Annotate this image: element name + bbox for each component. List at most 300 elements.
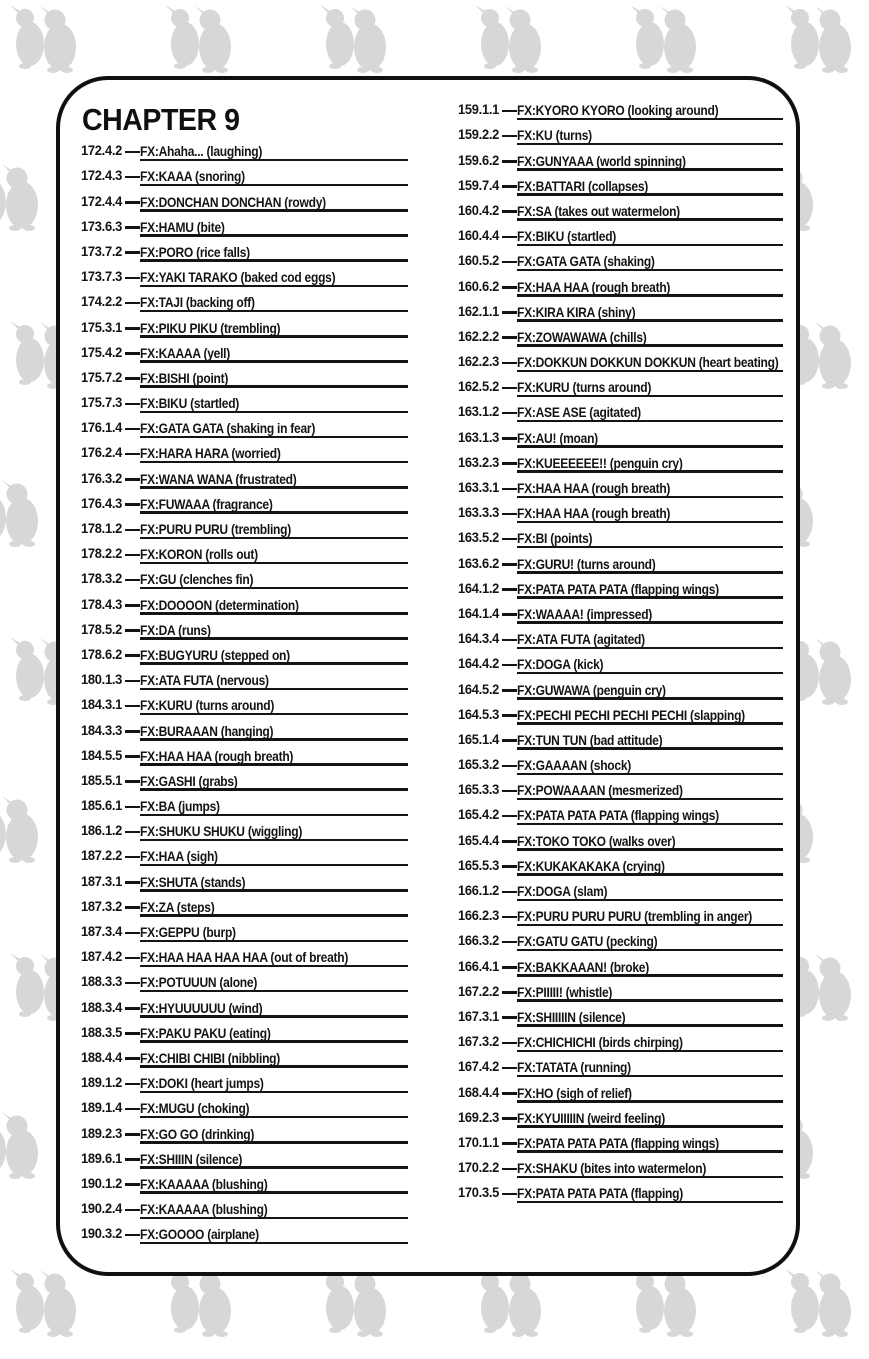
leader-dash: [502, 765, 517, 768]
page-panel-number: 167.3.2: [458, 1033, 500, 1050]
fx-text: FX:KAAAAA (blushing): [140, 1201, 268, 1218]
entry-underline: [517, 631, 783, 650]
fx-entry: [458, 373, 783, 398]
page-panel-number: 187.3.2: [81, 897, 123, 914]
entry-underline: [140, 470, 408, 489]
leader-dash: [502, 387, 517, 390]
fx-entry: [458, 96, 783, 121]
fx-entry: [458, 575, 783, 600]
fx-entry: [81, 1220, 408, 1245]
fx-entry: [81, 464, 408, 489]
fx-column-left: [81, 137, 408, 1245]
entry-underline: [140, 218, 408, 237]
fx-entry: [81, 666, 408, 691]
page-panel-number: 164.5.3: [458, 705, 500, 722]
fx-text: FX:DOGA (slam): [517, 883, 608, 899]
fx-entry: [81, 288, 408, 313]
fx-text: FX:DA (runs): [140, 621, 211, 638]
entry-underline: [517, 530, 783, 549]
fx-text: FX:HARA HARA (worried): [140, 445, 281, 462]
fx-entry: [81, 313, 408, 338]
fx-text: FX:TATATA (running): [517, 1059, 631, 1076]
leader-dash: [502, 714, 517, 717]
fx-entry: [81, 389, 408, 414]
leader-dash: [125, 906, 140, 909]
fx-entry: [458, 549, 783, 574]
entry-underline: [140, 143, 408, 162]
leader-dash: [125, 1133, 140, 1136]
page-panel-number: 188.3.5: [81, 1023, 123, 1040]
fx-text: FX:HAA HAA HAA HAA (out of breath): [140, 949, 349, 966]
entry-underline: [517, 555, 783, 574]
leader-dash: [125, 1158, 140, 1161]
page-panel-number: 166.1.2: [458, 882, 500, 898]
leader-dash: [502, 538, 517, 541]
page-panel-number: 189.2.3: [81, 1124, 123, 1141]
page-panel-number: 172.4.2: [81, 142, 123, 159]
fx-text: FX:GURU! (turns around): [517, 555, 656, 572]
entry-underline: [517, 303, 783, 322]
page-panel-number: 189.1.2: [81, 1074, 123, 1091]
fx-text: FX:KU (turns): [517, 127, 592, 144]
page-panel-number: 169.2.3: [458, 1108, 500, 1125]
entry-underline: [517, 152, 783, 171]
leader-dash: [125, 1032, 140, 1035]
fx-text: FX:KURU (turns around): [517, 379, 652, 396]
page-panel-number: 178.3.2: [81, 570, 123, 587]
entry-underline: [140, 1075, 408, 1094]
entry-underline: [517, 454, 783, 473]
page-panel-number: 166.3.2: [458, 932, 500, 949]
fx-entry: [458, 348, 783, 373]
leader-dash: [502, 160, 517, 163]
entry-underline: [140, 521, 408, 540]
page-panel-number: 162.2.3: [458, 353, 500, 370]
page-panel-number: 178.6.2: [81, 645, 123, 662]
leader-dash: [125, 1183, 140, 1186]
leader-dash: [502, 462, 517, 465]
leader-dash: [125, 428, 140, 431]
fx-entry: [81, 540, 408, 565]
fx-entry: [81, 137, 408, 162]
fx-entry: [81, 490, 408, 515]
entry-underline: [517, 1034, 783, 1053]
fx-text: FX:GUNYAAA (world spinning): [517, 152, 686, 169]
page-panel-number: 178.4.3: [81, 595, 123, 612]
fx-text: FX:MUGU (choking): [140, 1100, 250, 1117]
fx-entry: [458, 298, 783, 323]
leader-dash: [125, 1057, 140, 1060]
page-panel-number: 190.2.4: [81, 1200, 123, 1217]
page-panel-number: 172.4.4: [81, 192, 123, 209]
leader-dash: [502, 613, 517, 616]
leader-dash: [125, 201, 140, 204]
entry-underline: [517, 354, 783, 373]
fx-entry: [458, 1129, 783, 1154]
fx-text: FX:GU (clenches fin): [140, 571, 254, 588]
leader-dash: [125, 831, 140, 834]
page-panel-number: 176.4.3: [81, 494, 123, 511]
fx-entry: [81, 565, 408, 590]
leader-dash: [125, 680, 140, 683]
entry-underline: [517, 253, 783, 272]
fx-text: FX:BISHI (point): [140, 369, 229, 386]
page-panel-number: 160.6.2: [458, 277, 500, 294]
fx-entry: [81, 792, 408, 817]
entry-underline: [517, 278, 783, 297]
page-panel-number: 173.7.3: [81, 268, 123, 285]
leader-dash: [502, 1067, 517, 1070]
fx-text: FX:HAA (sigh): [140, 848, 218, 865]
fx-entry: [458, 902, 783, 927]
fx-entry: [458, 323, 783, 348]
leader-dash: [502, 1117, 517, 1120]
fx-entry: [458, 1028, 783, 1053]
leader-dash: [502, 588, 517, 591]
fx-text: FX:PIIIII! (whistle): [517, 983, 613, 1000]
fx-text: FX:PATA PATA PATA (flapping wings): [517, 580, 719, 597]
page-panel-number: 165.1.4: [458, 730, 500, 747]
fx-text: FX:ZA (steps): [140, 898, 215, 915]
page-panel-number: 163.3.1: [458, 479, 500, 495]
entry-underline: [140, 1150, 408, 1169]
entry-underline: [140, 697, 408, 716]
fx-text: FX:Ahaha... (laughing): [140, 143, 263, 160]
fx-text: FX:BA (jumps): [140, 798, 220, 815]
fx-text: FX:AU! (moan): [517, 429, 598, 446]
fx-entry: [458, 978, 783, 1003]
leader-dash: [125, 226, 140, 229]
fx-text: FX:CHIBI CHIBI (nibbling): [140, 1049, 281, 1066]
fx-text: FX:KIRA KIRA (shiny): [517, 303, 636, 320]
fx-text: FX:POWAAAAN (mesmerized): [517, 782, 683, 799]
fx-entry: [81, 1195, 408, 1220]
page-panel-number: 188.3.3: [81, 973, 123, 990]
entry-underline: [140, 168, 408, 187]
fx-text: FX:ASE ASE (agitated): [517, 404, 641, 421]
fx-text: FX:SHIIIN (silence): [140, 1150, 243, 1167]
leader-dash: [125, 654, 140, 657]
entry-underline: [140, 747, 408, 766]
fx-entry: [458, 801, 783, 826]
fx-text: FX:GATA GATA (shaking): [517, 253, 655, 270]
leader-dash: [125, 705, 140, 708]
page-panel-number: 163.5.2: [458, 529, 500, 546]
entry-underline: [140, 672, 408, 691]
leader-dash: [502, 941, 517, 944]
entry-underline: [140, 924, 408, 943]
entry-underline: [140, 294, 408, 313]
entry-underline: [140, 949, 408, 968]
fx-entry: [458, 222, 783, 247]
fx-entry: [81, 590, 408, 615]
page-panel-number: 167.4.2: [458, 1058, 500, 1075]
fx-text: FX:POTUUUN (alone): [140, 974, 258, 991]
page-panel-number: 188.3.4: [81, 998, 123, 1015]
fx-text: FX:ZOWAWAWA (chills): [517, 328, 647, 345]
fx-entry: [81, 1094, 408, 1119]
page-panel-number: 159.7.4: [458, 176, 500, 193]
page-panel-number: 159.1.1: [458, 101, 500, 118]
fx-text: FX:TAJI (backing off): [140, 294, 255, 311]
leader-dash: [502, 1092, 517, 1095]
leader-dash: [502, 891, 517, 894]
entry-underline: [517, 228, 783, 247]
page-panel-number: 185.6.1: [81, 797, 123, 814]
page-panel-number: 164.5.2: [458, 680, 500, 697]
fx-entry: [458, 1154, 783, 1179]
entry-underline: [517, 404, 783, 423]
fx-text: FX:KAAAA (yell): [140, 344, 231, 361]
entry-underline: [517, 505, 783, 524]
entry-underline: [517, 782, 783, 801]
fx-entry: [81, 1019, 408, 1044]
leader-dash: [502, 664, 517, 667]
page-panel-number: 178.1.2: [81, 520, 123, 536]
entry-underline: [140, 319, 408, 338]
leader-dash: [125, 377, 140, 380]
leader-dash: [125, 176, 140, 179]
fx-text: FX:KAAAAA (blushing): [140, 1175, 268, 1192]
leader-dash: [125, 1007, 140, 1010]
fx-text: FX:PORO (rice falls): [140, 243, 250, 260]
page-panel-number: 165.4.4: [458, 831, 500, 848]
entry-underline: [140, 1125, 408, 1144]
entry-underline: [517, 706, 783, 725]
page-panel-number: 184.3.1: [81, 696, 123, 713]
page-panel-number: 166.4.1: [458, 957, 500, 974]
fx-entry: [458, 1003, 783, 1028]
fx-entry: [458, 398, 783, 423]
fx-entry: [81, 1044, 408, 1069]
fx-text: FX:PURU PURU PURU (trembling in anger): [517, 908, 753, 925]
page-panel-number: 162.2.2: [458, 327, 500, 344]
entry-underline: [140, 495, 408, 514]
fx-entry: [81, 339, 408, 364]
entry-underline: [140, 898, 408, 917]
page-panel-number: 164.1.2: [458, 579, 500, 596]
fx-text: FX:PATA PATA PATA (flapping): [517, 1185, 683, 1202]
fx-text: FX:BI (points): [517, 530, 593, 547]
fx-entry: [81, 918, 408, 943]
fx-entry: [458, 852, 783, 877]
leader-dash: [502, 513, 517, 516]
entry-underline: [140, 873, 408, 892]
leader-dash: [125, 529, 140, 532]
fx-text: FX:HAMU (bite): [140, 218, 225, 235]
leader-dash: [125, 327, 140, 330]
fx-entry: [81, 1069, 408, 1094]
entry-underline: [517, 177, 783, 196]
fx-entry: [458, 499, 783, 524]
fx-entry: [81, 867, 408, 892]
leader-dash: [502, 991, 517, 994]
leader-dash: [502, 185, 517, 188]
fx-entry: [458, 1078, 783, 1103]
leader-dash: [502, 261, 517, 264]
fx-text: FX:WANA WANA (frustrated): [140, 470, 297, 487]
entry-underline: [140, 1226, 408, 1245]
page-panel-number: 178.2.2: [81, 545, 123, 562]
page-panel-number: 186.1.2: [81, 822, 123, 839]
fx-entry: [458, 146, 783, 171]
fx-text: FX:PATA PATA PATA (flapping wings): [517, 1134, 719, 1151]
fx-text: FX:HYUUUUUU (wind): [140, 999, 263, 1016]
fx-entry: [81, 641, 408, 666]
fx-text: FX:KYORO KYORO (looking around): [517, 102, 719, 119]
fx-text: FX:GUWAWA (penguin cry): [517, 681, 666, 698]
entry-underline: [140, 193, 408, 212]
page-panel-number: 176.2.4: [81, 444, 123, 461]
fx-text: FX:GAAAAN (shock): [517, 757, 632, 774]
entry-underline: [517, 1084, 783, 1103]
entry-underline: [140, 269, 408, 288]
fx-text: FX:DOOOON (determination): [140, 596, 299, 613]
fx-text: FX:KYUIIIIIN (weird feeling): [517, 1109, 665, 1126]
fx-text: FX:PURU PURU (trembling): [140, 521, 291, 537]
page-panel-number: 165.3.3: [458, 781, 500, 798]
fx-glossary-panel: [56, 76, 800, 1276]
entry-underline: [140, 974, 408, 993]
fx-entry: [458, 675, 783, 700]
page-panel-number: 174.2.2: [81, 293, 123, 310]
fx-entry: [458, 423, 783, 448]
fx-text: FX:BURAAAN (hanging): [140, 722, 274, 739]
fx-text: FX:DOGA (kick): [517, 656, 604, 673]
leader-dash: [502, 412, 517, 415]
fx-column-right: [458, 96, 783, 1204]
leader-dash: [125, 780, 140, 783]
leader-dash: [125, 478, 140, 481]
page-panel-number: 189.1.4: [81, 1099, 123, 1116]
fx-entry: [458, 474, 783, 499]
page-panel-number: 188.4.4: [81, 1048, 123, 1065]
page-panel-number: 164.4.2: [458, 655, 500, 672]
leader-dash: [125, 453, 140, 456]
entry-underline: [517, 933, 783, 952]
page-panel-number: 163.1.2: [458, 403, 500, 420]
fx-entry: [458, 247, 783, 272]
entry-underline: [517, 102, 783, 121]
entry-underline: [140, 621, 408, 640]
fx-entry: [458, 625, 783, 650]
fx-text: FX:PAKU PAKU (eating): [140, 1024, 271, 1041]
leader-dash: [125, 982, 140, 985]
page-panel-number: 187.3.4: [81, 923, 123, 939]
fx-entry: [458, 449, 783, 474]
fx-text: FX:ATA FUTA (nervous): [140, 672, 269, 689]
page-panel-number: 190.1.2: [81, 1174, 123, 1191]
fx-text: FX:TOKO TOKO (walks over): [517, 832, 676, 849]
fx-text: FX:SHUKU SHUKU (wiggling): [140, 823, 303, 840]
page-panel-number: 187.2.2: [81, 847, 123, 864]
fx-entry: [81, 716, 408, 741]
entry-underline: [517, 757, 783, 776]
entry-underline: [140, 798, 408, 817]
fx-entry: [458, 272, 783, 297]
fx-entry: [81, 968, 408, 993]
page-panel-number: 172.4.3: [81, 167, 123, 184]
fx-entry: [81, 515, 408, 540]
page-panel-number: 185.5.1: [81, 771, 123, 788]
leader-dash: [125, 403, 140, 406]
fx-entry: [81, 1145, 408, 1170]
page-panel-number: 165.4.2: [458, 806, 500, 823]
entry-underline: [517, 1008, 783, 1027]
page-panel-number: 187.3.1: [81, 872, 123, 889]
leader-dash: [502, 1193, 517, 1196]
leader-dash: [502, 1142, 517, 1145]
fx-entry: [81, 893, 408, 918]
entry-underline: [517, 379, 783, 398]
page-panel-number: 190.3.2: [81, 1225, 123, 1242]
fx-text: FX:PATA PATA PATA (flapping wings): [517, 807, 719, 824]
page-panel-number: 162.5.2: [458, 378, 500, 395]
page-panel-number: 163.2.3: [458, 453, 500, 470]
page-panel-number: 164.3.4: [458, 630, 500, 647]
fx-entry: [458, 600, 783, 625]
fx-text: FX:HAA HAA (rough breath): [517, 480, 671, 496]
leader-dash: [125, 1083, 140, 1086]
fx-text: FX:PECHI PECHI PECHI PECHI (slapping): [517, 706, 745, 723]
page-panel-number: 170.2.2: [458, 1159, 500, 1176]
page-panel-number: 160.4.2: [458, 201, 500, 218]
leader-dash: [502, 1168, 517, 1171]
fx-entry: [458, 927, 783, 952]
fx-entry: [458, 701, 783, 726]
leader-dash: [502, 840, 517, 843]
entry-underline: [140, 772, 408, 791]
leader-dash: [125, 957, 140, 960]
fx-entry: [81, 439, 408, 464]
fx-text: FX:YAKI TARAKO (baked cod eggs): [140, 269, 336, 286]
fx-text: FX:KURU (turns around): [140, 697, 275, 714]
leader-dash: [502, 865, 517, 868]
page-panel-number: 164.1.4: [458, 604, 500, 621]
page-panel-number: 180.1.3: [81, 671, 123, 688]
page-panel-number: 178.5.2: [81, 620, 123, 637]
fx-text: FX:BAKKAAAN! (broke): [517, 958, 649, 975]
fx-entry: [458, 524, 783, 549]
entry-underline: [140, 344, 408, 363]
fx-entry: [458, 1053, 783, 1078]
leader-dash: [125, 251, 140, 254]
page-panel-number: 167.2.2: [458, 982, 500, 999]
chapter-title: CHAPTER 9: [82, 102, 240, 137]
fx-entry: [458, 952, 783, 977]
entry-underline: [140, 646, 408, 665]
leader-dash: [125, 1108, 140, 1111]
fx-entry: [458, 877, 783, 902]
fx-text: FX:HO (sigh of relief): [517, 1084, 632, 1101]
leader-dash: [125, 1209, 140, 1212]
fx-entry: [81, 691, 408, 716]
leader-dash: [502, 689, 517, 692]
fx-text: FX:SHUTA (stands): [140, 873, 246, 890]
leader-dash: [502, 110, 517, 113]
entry-underline: [140, 243, 408, 262]
entry-underline: [140, 1100, 408, 1119]
page-panel-number: 175.4.2: [81, 343, 123, 360]
entry-underline: [517, 1109, 783, 1128]
fx-text: FX:GATU GATU (pecking): [517, 933, 658, 950]
fx-text: FX:BUGYURU (stepped on): [140, 646, 290, 663]
leader-dash: [125, 932, 140, 935]
leader-dash: [502, 135, 517, 138]
entry-underline: [517, 832, 783, 851]
entry-underline: [140, 369, 408, 388]
page-panel-number: 166.2.3: [458, 907, 500, 924]
